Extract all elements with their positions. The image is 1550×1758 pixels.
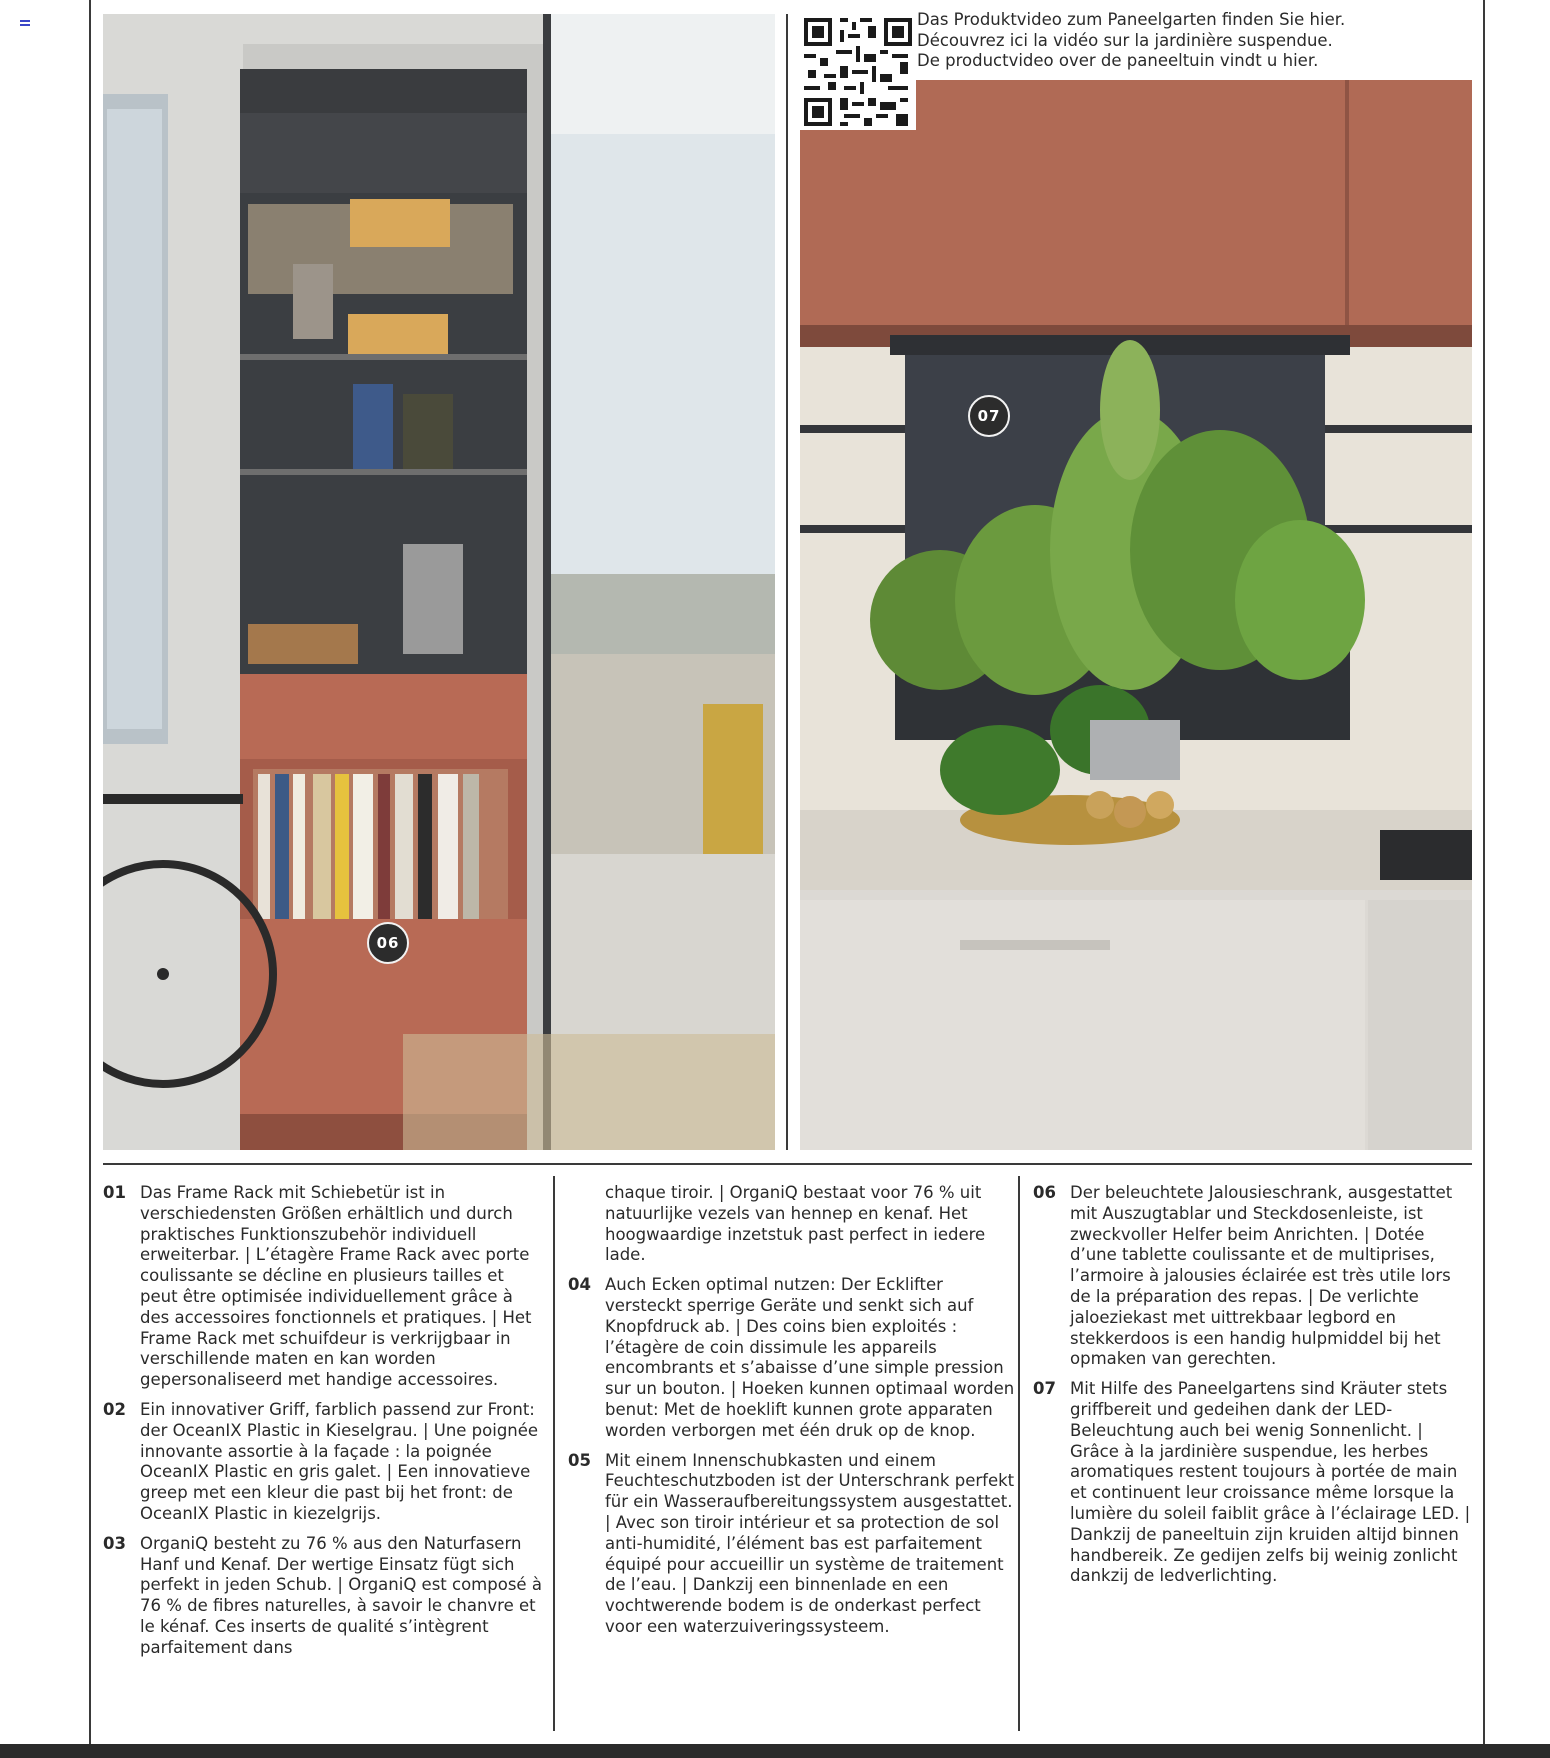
note-number: 04 <box>568 1275 591 1295</box>
note-06 <box>1033 1183 1473 1370</box>
note-04 <box>568 1275 1018 1441</box>
note-number: 07 <box>1033 1379 1056 1399</box>
note-03-continued: chaque tiroir. | OrganiQ bestaat voor 76 % uit natuurlijke vezels van hennep en kenaf. Het hoogwaardige inzetstuk past perfect in iedere lade. <box>605 1183 986 1265</box>
menu-icon[interactable] <box>20 20 30 28</box>
note-02 <box>103 1400 543 1525</box>
note-text: Auch Ecken optimal nutzen: Der Ecklifter versteckt sperrige Geräte und senkt sich auf Knopfdruck ab. | Des coins bien exploités : l’étagère de coin dissimule les appareils encombrants et s’abaisse d’une simple pression sur un bouton. | Hoeken kunnen optimaal worden benut: Met de hoeklift kunnen grote apparaten worden verborgen met één druk op de knop. <box>605 1275 1015 1440</box>
note-text: Der beleuchtete Jalousieschrank, ausgestattet mit Auszugtablar und Steckdosenleiste, ist zweckvoller Helfer beim Anrichten. | Dotée d’une tablette coulissante et de multiprises, l’armoire à jalousies éclairée est très utile lors de la préparation des repas. | De verlichte jaloeziekast met uittrekbaar legbord en stekkerdoos is een handig hulpmiddel bij het opmaken van gerechten. <box>1070 1183 1453 1369</box>
note-text: Das Frame Rack mit Schiebetür ist in verschiedensten Größen erhältlich und durch praktisches Funktionszubehör individuell erweiterbar. | L’étagère Frame Rack avec porte coulissante se décline en plusieurs tailles et peut être optimisée individuellement grâce à des accessoires fonctionnels et pratiques. | Het Frame Rack met schuifdeur is verkrijgbaar in verschillende maten en kan worden gepersonaliseerd met handige accessoires. <box>140 1183 532 1390</box>
left-page-rule <box>89 0 91 1745</box>
video-note-de: Das Produktvideo zum Paneelgarten finden Sie hier. <box>917 10 1346 29</box>
column-divider-2 <box>1018 1176 1020 1731</box>
note-05 <box>568 1451 1018 1638</box>
video-note <box>917 10 1477 72</box>
notes-column-1 <box>103 1183 543 1668</box>
note-number: 03 <box>103 1533 126 1553</box>
panel-garden-photo <box>800 80 1472 1150</box>
note-text: OrganiQ besteht zu 76 % aus den Naturfasern Hanf und Kenaf. Der wertige Einsatz fügt sich perfekt in jeden Schub. | OrganiQ est composé à 76 % de fibres naturelles, à savoir le chanvre et le kénaf. Ces inserts de qualité s’intègrent parfaitement dans <box>140 1533 542 1657</box>
notes-column-3 <box>1033 1183 1473 1596</box>
note-text: Ein innovativer Griff, farblich passend zur Front: der OceanIX Plastic in Kieselgrau. | Une poignée innovante assortie à la façade : la poignée OceanIX Plastic en gris galet. | Een innovatieve greep met een kleur die past bij het front: de OceanIX Plastic in kiezelgrijs. <box>140 1399 539 1523</box>
video-note-fr: Découvrez ici la vidéo sur la jardinière suspendue. <box>917 30 1333 50</box>
note-text: Mit einem Innenschubkasten und einem Feuchteschutzboden ist der Unterschrank perfekt für ein Wasseraufbereitungssystem ausgestattet. | Avec son tiroir intérieur et sa protection de sol anti-humidité, l’élément bas est parfaitement équipé pour accueillir un système de traitement de l’eau. | Dankzij een binnenlade en een vochtwerende bodem is de onderkast perfect voor een waterzuiveringssysteem. <box>605 1450 1015 1636</box>
column-divider-1 <box>553 1176 555 1731</box>
photo-divider <box>786 14 788 1150</box>
note-text: Mit Hilfe des Paneelgartens sind Kräuter stets griffbereit und gedeihen dank der LED-Beleuchtung auch bei wenig Sonnenlicht. | Grâce à la jardinière suspendue, les herbes aromatiques restent toujours à portée de main et continuent leur croissance même lorsque la lumière du soleil faiblit grâce à l’éclairage LED. | Dankzij de paneeltuin zijn kruiden altijd binnen handbereik. Ze gedijen zelfs bij weinig zonlicht dankzij de ledverlichting. <box>1070 1379 1471 1586</box>
notes-column-2 <box>568 1183 1018 1647</box>
note-07 <box>1033 1379 1473 1587</box>
qr-code-icon[interactable] <box>800 14 916 130</box>
callout-badge-06: 06 <box>367 922 409 964</box>
bottom-bar <box>0 1744 1550 1758</box>
section-rule <box>103 1163 1472 1165</box>
frame-rack-photo <box>103 14 775 1150</box>
note-03 <box>103 1534 543 1659</box>
note-number: 02 <box>103 1399 126 1419</box>
video-note-nl: De productvideo over de paneeltuin vindt u hier. <box>917 51 1319 70</box>
note-number: 06 <box>1033 1183 1056 1202</box>
note-number: 05 <box>568 1450 591 1470</box>
note-01 <box>103 1183 543 1391</box>
callout-badge-07: 07 <box>968 395 1010 437</box>
note-number: 01 <box>103 1183 126 1202</box>
right-page-rule <box>1483 0 1485 1745</box>
